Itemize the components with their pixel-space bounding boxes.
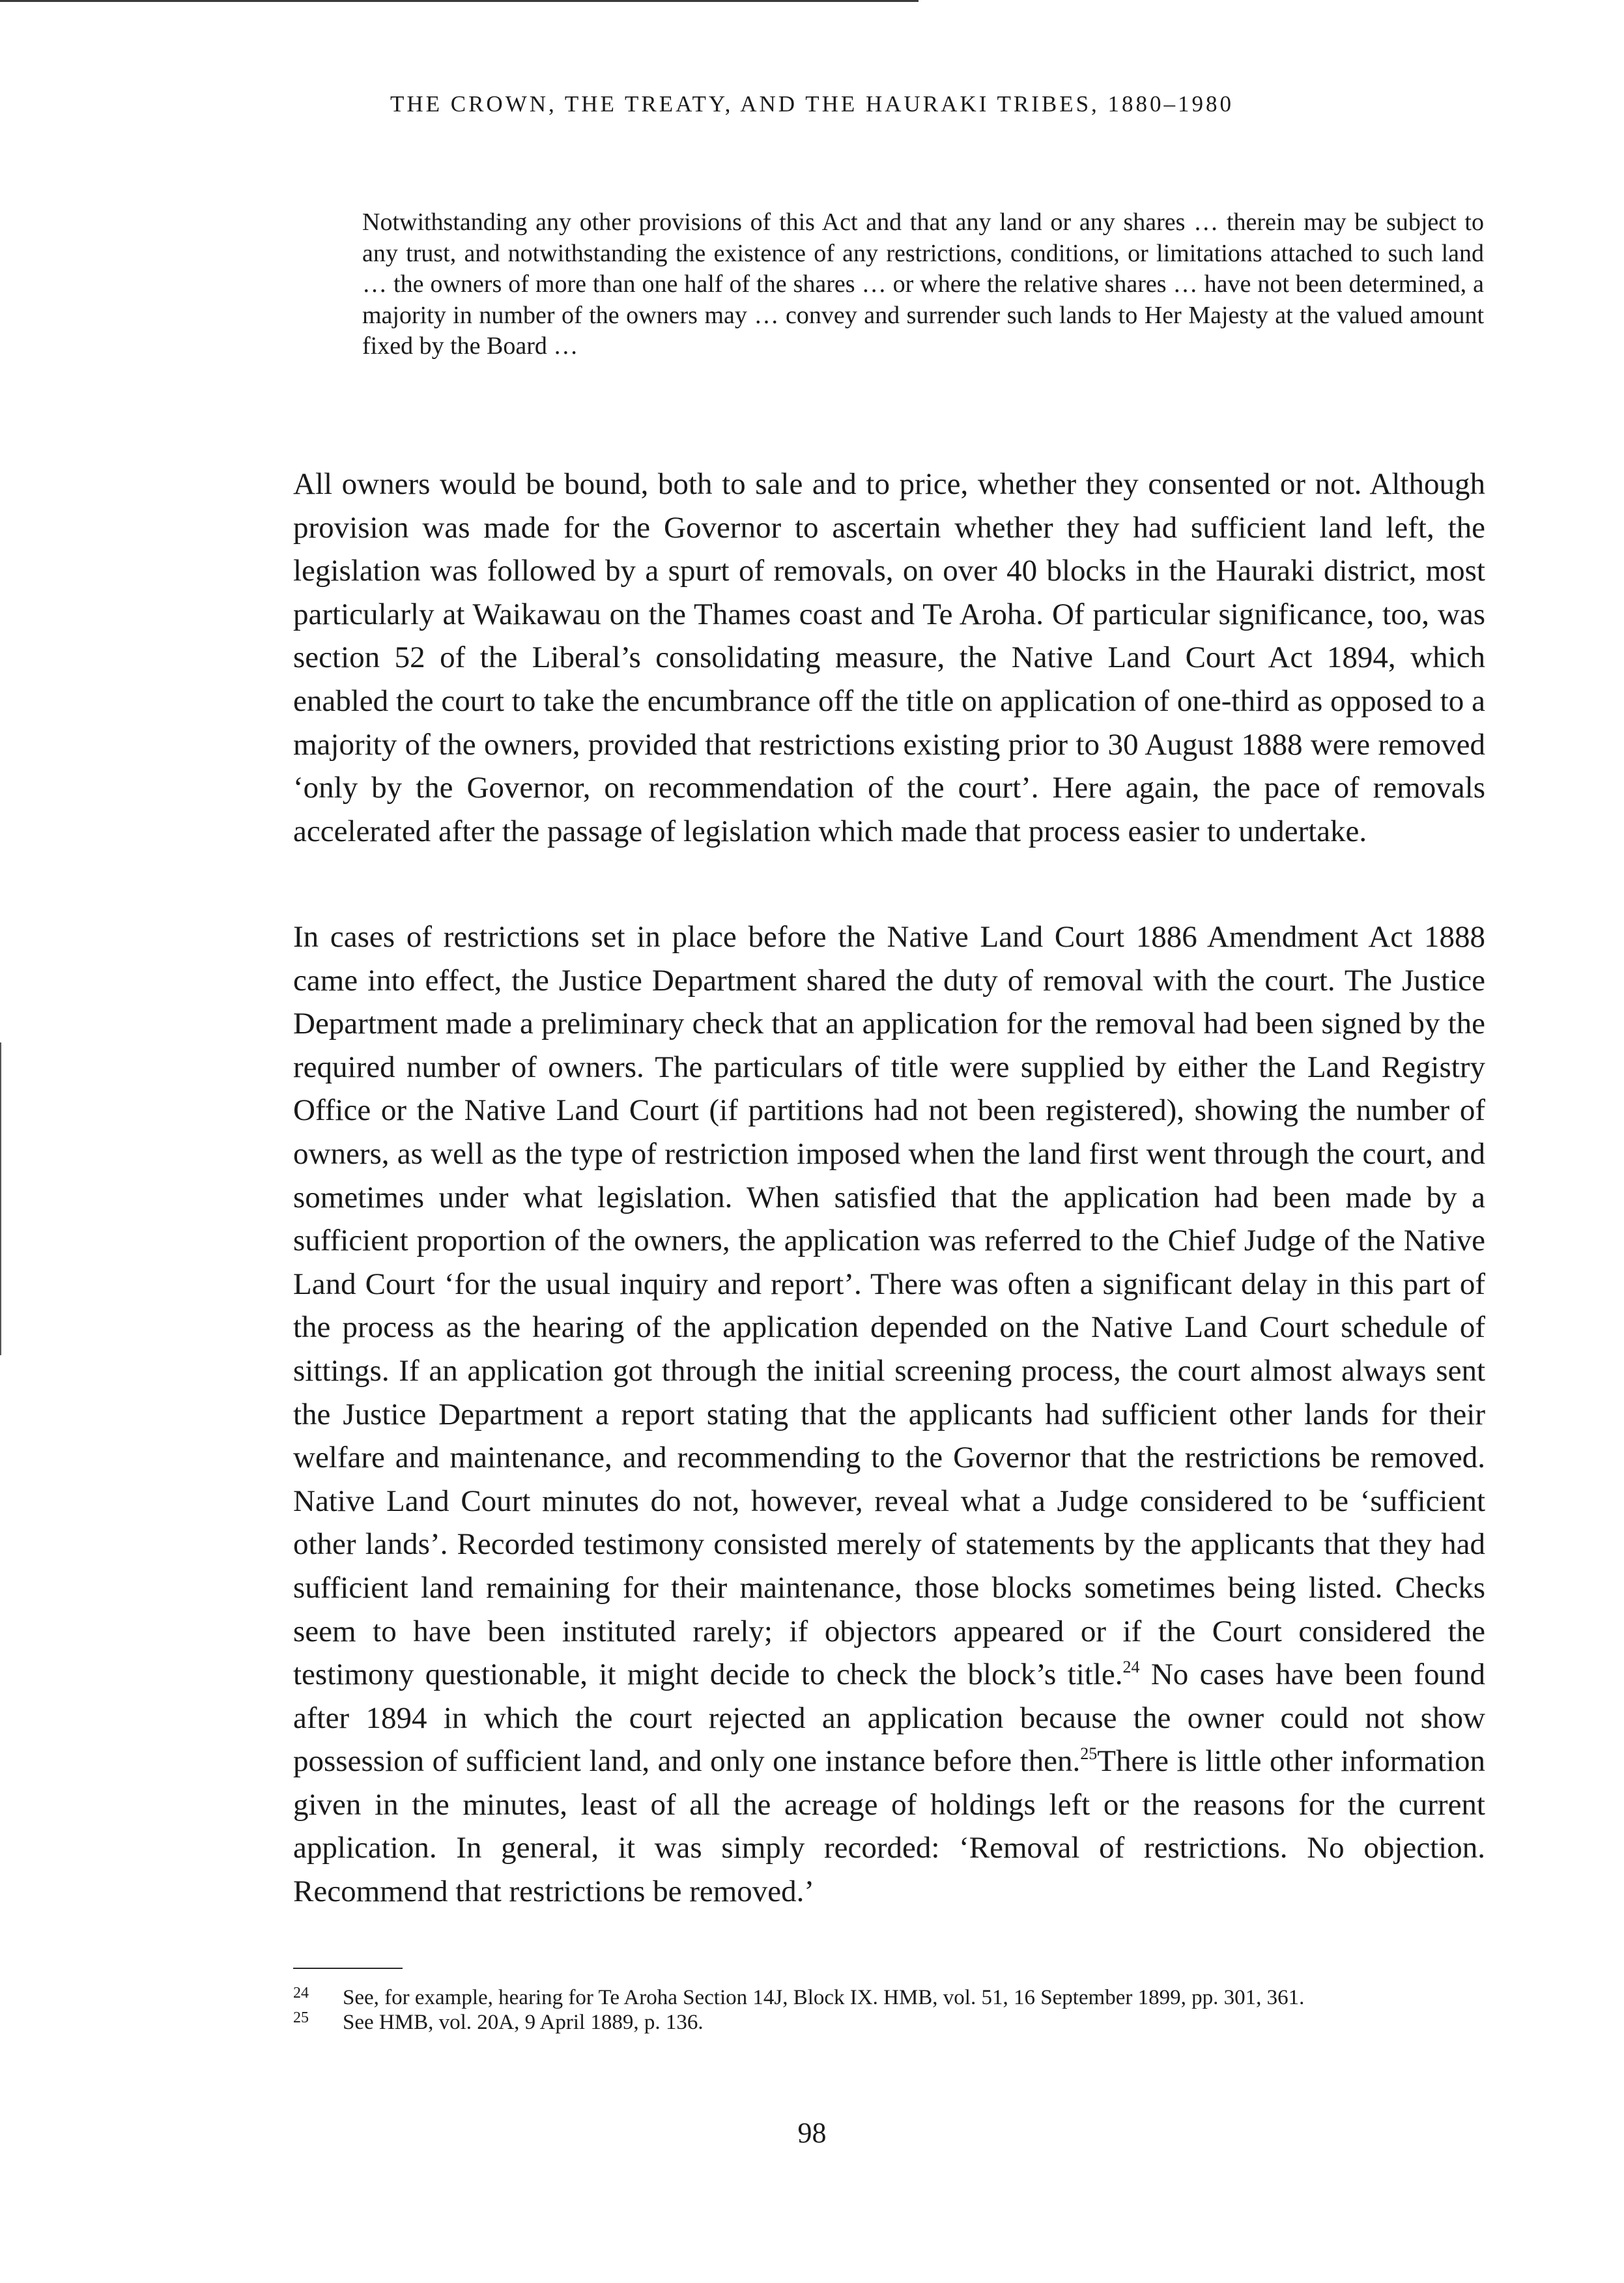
footnote-number: 24 xyxy=(293,1985,309,2002)
footnote-25 xyxy=(293,2005,1485,2035)
running-head: THE CROWN, THE TREATY, AND THE HAURAKI TRIBES, 1880–1980 xyxy=(390,91,1234,117)
block-quote: Notwithstanding any other provisions of this Act and that any land or any shares … therein may be subject to any trust, and notwithstanding the existence of any restrictions, conditions, or limitations attached to such land … the owners of more than one half of the shares … or where the relative shares … have not been determined, a majority in number of the owners may … convey and surrender such lands to Her Majesty at the valued amount fixed by the Board … xyxy=(362,208,1484,360)
footnote-ref-24[interactable]: 24 xyxy=(1122,1658,1140,1677)
footnote-number: 25 xyxy=(293,2009,309,2026)
paragraph-2-part-2: No cases have been found after 1894 in which the court rejected an application because the owner could not show possession of sufficient land, and only one instance before then. xyxy=(293,1658,1485,1779)
footnote-text: See, for example, hearing for Te Aroha Section 14J, Block IX. HMB, vol. 51, 16 September 1899, pp. 301, 361. xyxy=(343,1986,1305,2009)
paragraph-2-part-3: There is little other information given in the minutes, least of all the acreage of holdings left or the reasons for the current application. In general, it was simply recorded: ‘Removal of restrictions. No objection. Recommend that restrictions be removed.’ xyxy=(293,1744,1485,1909)
top-rule xyxy=(0,0,919,2)
footnote-ref-25[interactable]: 25 xyxy=(1080,1744,1098,1764)
paragraph-1: All owners would be bound, both to sale and to price, whether they consented or not. Although provision was made for the Governor to ascertain whether they had sufficient land left, the legislation was followed by a spurt of removals, on over 40 blocks in the Hauraki district, most particularly at Waikawau on the Thames coast and Te Aroha. Of particular significance, too, was section 52 of the Liberal’s consolidating measure, the Native Land Court Act 1894, which enabled the court to take the encumbrance off the title on application of one-third as opposed to a majority of the owners, provided that restrictions existing prior to 30 August 1888 were removed ‘only by the Governor, on recommendation of the court’. Here again, the pace of removals accelerated after the passage of legislation which made that process easier to undertake. xyxy=(293,467,1485,848)
footnote-rule xyxy=(293,1968,403,1969)
paragraph-2 xyxy=(293,915,1485,1914)
footnote-text: See HMB, vol. 20A, 9 April 1889, p. 136. xyxy=(343,2011,704,2034)
scan-edge-mark xyxy=(0,1042,1,1355)
paragraph-2-part-1: In cases of restrictions set in place before the Native Land Court 1886 Amendment Act 1888 came into effect, the Justice Department shared the duty of removal with the court. The Justice Department made a preliminary check that an application for the removal had been signed by the required number of owners. The particulars of title were supplied by either the Land Registry Office or the Native Land Court (if partitions had not been registered), showing the number of owners, as well as the type of restriction imposed when the land first went through the court, and sometimes under what legislation. When satisfied that the application had been made by a sufficient proportion of the owners, the application was referred to the Chief Judge of the Native Land Court ‘for the usual inquiry and report’. There was often a significant delay in this part of the process as the hearing of the application depended on the Native Land Court schedule of sittings. If an application got through the initial screening process, the court almost always sent the Justice Department a report stating that the applicants had sufficient other lands for their welfare and maintenance, and recommending to the Governor that the restrictions be removed. Native Land Court minutes do not, however, reveal what a Judge considered to be ‘sufficient other lands’. Recorded testimony consisted merely of statements by the applicants that they had sufficient land remaining for their maintenance, those blocks sometimes being listed. Checks seem to have been instituted rarely; if objectors appeared or if the Court considered the testimony questionable, it might decide to check the block’s title. xyxy=(293,920,1485,1692)
page-number: 98 xyxy=(797,2117,827,2149)
